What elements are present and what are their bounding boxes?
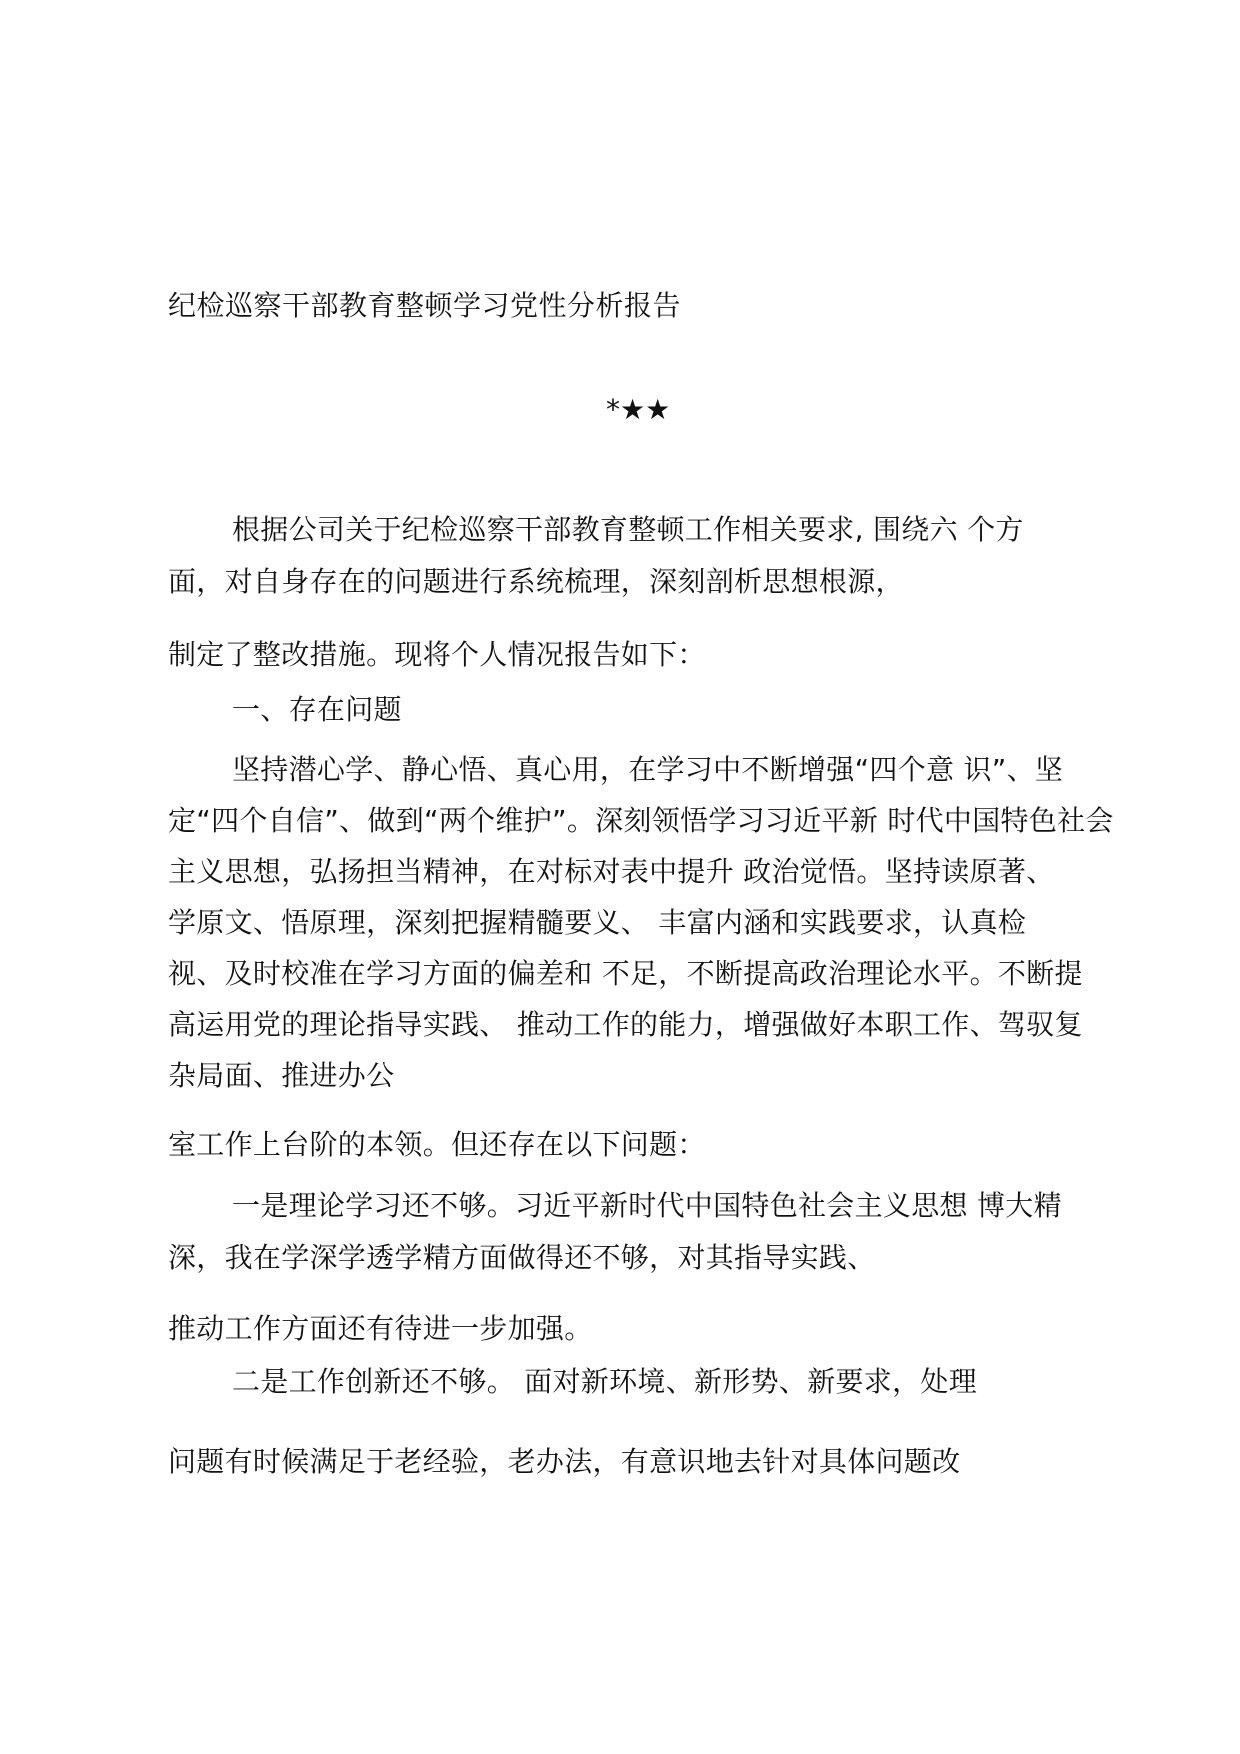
body-line: 室工作上台阶的本领。但还存在以下问题： <box>168 1128 706 1161</box>
body-line: 主义思想，弘扬担当精神，在对标对表中提升 政治觉悟。坚持读原著、 <box>168 855 1055 888</box>
body-line: 根据公司关于纪检巡察干部教育整顿工作相关要求, 围绕六 个方 <box>232 513 1024 546</box>
body-line: 深，我在学深学透学精方面做得还不够，对其指导实践、 <box>168 1241 876 1274</box>
body-line: 视、及时校准在学习方面的偏差和 不足，不断提高政治理论水平。不断提 <box>168 957 1083 990</box>
body-line: 制定了整改措施。现将个人情况报告如下： <box>168 638 706 671</box>
body-line: 高运用党的理论指导实践、 推动工作的能力，增强做好本职工作、驾驭复 <box>168 1008 1083 1041</box>
body-line: 二是工作创新还不够。 面对新环境、新形势、新要求，处理 <box>232 1365 978 1398</box>
body-line: 推动工作方面还有待进一步加强。 <box>168 1312 593 1345</box>
body-line: 学原文、悟原理，深刻把握精髓要义、 丰富内涵和实践要求，认真检 <box>168 906 1027 939</box>
author-line: *★★ <box>606 393 671 426</box>
body-line: 一是理论学习还不够。习近平新时代中国特色社会主义思想 博大精 <box>232 1189 1062 1222</box>
body-line: 坚持潜心学、静心悟、真心用，在学习中不断增强“四个意 识”、坚 <box>232 753 1064 786</box>
document-title: 纪检巡察干部教育整顿学习党性分析报告 <box>168 289 682 322</box>
body-line: 问题有时候满足于老经验，老办法，有意识地去针对具体问题改 <box>168 1445 961 1478</box>
section-heading: 一、存在问题 <box>232 693 402 726</box>
body-line: 面，对自身存在的问题进行系统梳理，深刻剖析思想根源， <box>168 565 904 598</box>
body-line: 定“四个自信”、做到“两个维护”。深刻领悟学习习近平新 时代中国特色社会 <box>168 804 1114 837</box>
body-line: 杂局面、推进办公 <box>168 1059 395 1092</box>
